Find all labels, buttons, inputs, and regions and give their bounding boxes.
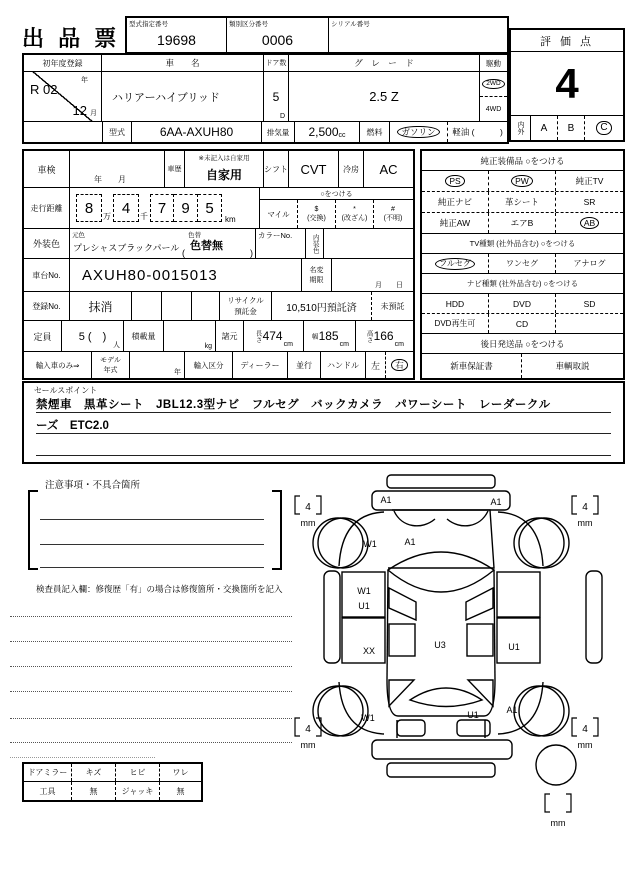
- inspector-note: 検査員記入欄：修復歴「有」の場合は修復箇所・交換箇所を記入: [36, 584, 283, 594]
- tools-table: [22, 762, 203, 802]
- doors-header: ドア数: [264, 55, 289, 71]
- grade-c: C: [596, 121, 611, 136]
- disp-label: 排気量: [262, 122, 295, 142]
- gate-garnish-left: [397, 720, 425, 736]
- reg-no-value: 抹消: [70, 292, 132, 320]
- orig-color-value: プレシャスブラックパール: [73, 243, 180, 253]
- header-number-boxes: [125, 16, 509, 54]
- dim-label: 諸元: [216, 321, 244, 351]
- grade-a: A: [540, 122, 548, 134]
- inspector-line-7: [10, 757, 155, 758]
- name-header: 車 名: [102, 55, 264, 71]
- tire-depth-front-right: [572, 496, 598, 528]
- tire-rr-value: 4: [582, 724, 588, 735]
- fender-front-right: [498, 512, 543, 566]
- import-dealer: ディーラー: [233, 352, 288, 378]
- handle-left: 左: [366, 352, 386, 378]
- wheel-front-left: [313, 518, 363, 568]
- sill-right: [586, 571, 602, 663]
- sill-left: [324, 571, 340, 663]
- ship-warranty: 新車保証書: [450, 361, 493, 371]
- rear-window: [410, 688, 482, 707]
- equip-sr: SR: [583, 197, 596, 207]
- tools-r1c4: ワレ: [172, 768, 189, 777]
- sales-line-3: [36, 434, 611, 456]
- tools-r2c1: 工具: [24, 782, 72, 800]
- window-left: [389, 624, 415, 656]
- notes-bracket-right: [272, 490, 282, 570]
- mileage-unit: km: [225, 215, 236, 224]
- cool-value: AC: [379, 161, 398, 177]
- a-pillar-right: [466, 588, 493, 620]
- rename-label: 名変 期限: [302, 259, 332, 291]
- model-year-label: モデル 年式: [92, 352, 130, 378]
- model-label: 型式: [102, 122, 132, 142]
- equip-tv: 純正TV: [575, 176, 604, 186]
- inspector-line-2: [10, 641, 292, 642]
- tire-fr-value: 4: [582, 502, 588, 513]
- chassis-label: 車台No.: [24, 259, 70, 291]
- handle-right-cell: [386, 352, 413, 378]
- mileage-cell: 8 万 4 千 7 9 5 km: [70, 188, 260, 228]
- shift-label: シフト: [264, 151, 289, 187]
- history-note: ※未記入は自家用: [198, 155, 250, 162]
- class-code-label: 類別区分番号: [229, 21, 268, 28]
- tools-r2c3: ジャッキ: [116, 782, 160, 800]
- mileage-d1: 7: [150, 194, 174, 222]
- car-condition-diagram: [288, 468, 638, 840]
- color-change-value: 色替無: [190, 240, 223, 252]
- c-pillar-left: [389, 680, 414, 706]
- navi-dvd: DVD: [513, 298, 531, 309]
- score-box: [509, 28, 625, 142]
- vehicle-table: [22, 53, 509, 144]
- tire-depth-rear-right: [572, 718, 598, 750]
- mileage-d3: 5: [198, 194, 222, 222]
- sales-line-1: 禁煙車 黒革シート JBL12.3型ナビ フルセグ バックカメラ パワーシート レーダークル: [36, 396, 611, 413]
- first-reg-year: R 02: [30, 82, 58, 97]
- history-value: 自家用: [205, 168, 242, 182]
- fuel-diesel-paren: ( ): [471, 127, 503, 137]
- class-code-value: 0006: [261, 31, 294, 48]
- equipment-column: [420, 149, 625, 380]
- equip-pw: PW: [511, 175, 533, 188]
- drive-4wd: 4WD: [485, 105, 502, 113]
- import-parallel: 並行: [288, 352, 321, 378]
- doors-unit: D: [279, 113, 285, 120]
- chassis-value: AXUH80-0015013: [70, 259, 302, 291]
- navi-cd: CD: [515, 318, 529, 329]
- vehicle-name: ハリアーハイブリッド: [102, 72, 264, 121]
- navi-sd: SD: [583, 298, 596, 309]
- model-year-cell: 年: [130, 352, 185, 378]
- import-class-label: 輸入区分: [185, 352, 233, 378]
- door-front-right: [497, 572, 540, 617]
- mileage-marks: [260, 188, 413, 228]
- color-no-label: カラーNo.: [258, 231, 293, 240]
- first-reg-header: 初年度登録: [24, 55, 102, 71]
- grade-b: B: [567, 122, 575, 134]
- tire-fl-value: 4: [305, 502, 311, 513]
- sales-points-box: [22, 381, 625, 464]
- tools-r2c2: 無: [72, 782, 116, 800]
- dim-width: 幅 185 cm: [304, 321, 356, 351]
- model-code-value: 19698: [157, 31, 196, 48]
- tire-rl-value: 4: [305, 724, 311, 735]
- recycle-none: 未預託: [380, 301, 405, 311]
- tire-depth-rear-left: [295, 718, 321, 750]
- mark-fender-rr: A1: [506, 705, 518, 715]
- navi-dvd-play: DVD再生可: [434, 319, 476, 328]
- mark-unknown: # (不明): [383, 205, 403, 222]
- fuel-diesel-cell: [448, 122, 507, 142]
- disp-unit: cc: [338, 131, 346, 139]
- front-bumper-lip: [387, 475, 495, 488]
- ship-title: 後日発送品 ○をつける: [422, 334, 623, 354]
- equipment-title: 純正装備品 ○をつける: [422, 151, 623, 171]
- equip-ps: PS: [445, 175, 464, 188]
- tire-depth-front-left: [295, 496, 321, 528]
- navi-hdd: HDD: [445, 298, 465, 309]
- marks-title: ○をつける: [260, 188, 413, 200]
- windshield: [388, 552, 494, 592]
- headlight-right: [447, 511, 488, 526]
- first-reg-cell: [24, 72, 102, 121]
- recycle-label: リサイクル 預託金: [220, 292, 272, 320]
- mark-fender-fl: W1: [363, 539, 377, 549]
- tools-r1c2: キズ: [72, 764, 116, 781]
- fuel-gasoline: ガソリン: [397, 126, 439, 139]
- mark-tampered: * (改ざん): [336, 200, 374, 228]
- tv-fullseg: フルセグ: [435, 258, 475, 270]
- wheel-rear-left-2: [318, 686, 368, 736]
- recycle-value: 10,510円預託済: [272, 292, 372, 320]
- tools-r1c1: ドアミラー: [24, 764, 72, 781]
- first-reg-year-unit: 年: [81, 77, 88, 84]
- tire-rr-unit: mm: [577, 740, 593, 750]
- grade-header: グ レ ー ド: [289, 55, 480, 71]
- ext-color-label: 外装色: [24, 229, 70, 258]
- rename-date-cell: 月 日: [375, 282, 403, 289]
- dim-height: 高さ 166 cm: [365, 329, 404, 348]
- fuel-gasoline-cell: [390, 122, 448, 142]
- shift-value: CVT: [289, 151, 339, 187]
- reg-empty-3: [192, 292, 220, 320]
- mark-door-rr: U1: [508, 642, 520, 652]
- mileage-d2: 9: [174, 194, 198, 222]
- c-pillar-right: [468, 680, 493, 706]
- history-label: 車歴: [165, 151, 185, 187]
- model-value: 6AA-AXUH80: [132, 122, 262, 142]
- notes-line-3: [40, 567, 264, 568]
- doors-cell: [264, 72, 289, 121]
- mark-bumper-right: A1: [490, 497, 502, 507]
- mileage-sen: 4: [113, 194, 139, 222]
- wheel-rear-right: [519, 686, 569, 736]
- ext-color-cell: 元色 プレシャスブラックパール 色替 ( 色替無 ): [70, 229, 256, 258]
- ship-manual: 車輌取説: [555, 361, 590, 371]
- reg-no-label: 登録No.: [24, 292, 70, 320]
- tv-analog: アナログ: [573, 259, 606, 268]
- mark-hood: A1: [404, 537, 416, 547]
- mileage-label: 走行距離: [24, 188, 70, 228]
- fender-front-left: [339, 512, 384, 566]
- load-label: 積載量: [124, 321, 164, 351]
- drive-cell: [480, 72, 507, 121]
- notes-bracket-left: [28, 490, 38, 570]
- spare-tire-depth: [545, 794, 571, 828]
- body-side-left: [387, 570, 388, 680]
- inspector-line-3: [10, 666, 292, 667]
- mark-roof: U3: [434, 640, 446, 650]
- drive-header: 駆動: [486, 58, 501, 68]
- fender-rear-right: [498, 682, 543, 734]
- orig-color-label: 元色: [72, 232, 85, 239]
- grade-value: 2.5 Z: [289, 72, 480, 121]
- interior-color-label-cell: 内装色: [306, 229, 324, 258]
- main-left-table: [22, 149, 415, 380]
- load-value: kg: [164, 321, 216, 351]
- equip-ab: AB: [580, 217, 599, 230]
- mark-gate: U1: [467, 710, 479, 720]
- wheel-front-right: [519, 518, 569, 568]
- shaken-date-cell: 年 月: [70, 151, 165, 187]
- sales-line-2: ーズ ETC2.0: [36, 413, 611, 434]
- tire-fl-unit: mm: [300, 518, 316, 528]
- score-value: 4: [511, 52, 623, 116]
- handle-label: ハンドル: [321, 352, 366, 378]
- reg-empty-2: [162, 292, 192, 320]
- tools-r2c4: 無: [176, 786, 185, 796]
- tv-type-title: TV種類 (社外品含む) ○をつける: [422, 234, 623, 254]
- inspector-line-1: [10, 616, 292, 617]
- navi-type-title: ナビ種類 (社外品含む) ○をつける: [422, 274, 623, 294]
- equip-leather: 革シート: [504, 197, 539, 207]
- color-no-cell: [256, 229, 306, 258]
- headlight-left: [394, 511, 435, 526]
- tools-r1c3: ヒビ: [116, 764, 160, 781]
- body-side-right: [494, 570, 495, 680]
- a-pillar-left: [389, 588, 416, 620]
- fuel-label: 燃料: [360, 122, 390, 142]
- tire-rl-unit: mm: [300, 740, 316, 750]
- window-right: [467, 624, 493, 656]
- page-title: 出 品 票: [22, 26, 121, 51]
- serial-label: シリアル番号: [331, 21, 370, 28]
- handle-right: 右: [391, 359, 408, 372]
- equip-airbag: エアB: [510, 218, 534, 228]
- interior-color-value-cell: [324, 229, 413, 258]
- door-rear-right: [497, 618, 540, 663]
- notes-line-2: [40, 544, 264, 545]
- capacity-label: 定員: [24, 321, 62, 351]
- tire-fr-unit: mm: [577, 518, 593, 528]
- mark-exchange: $ (交換): [298, 200, 336, 228]
- spare-unit: mm: [550, 818, 566, 828]
- reg-empty-1: [132, 292, 162, 320]
- dim-length: 長さ 474 cm: [244, 321, 304, 351]
- fuel-diesel: 軽油: [452, 127, 470, 137]
- capacity-value: 5 ( ) 人: [62, 321, 124, 351]
- notes-title: 注意事項・不具合箇所: [45, 480, 141, 491]
- cool-label: 冷房: [339, 151, 364, 187]
- in-out-label: 内外: [517, 121, 524, 135]
- drive-2wd: 2WD: [482, 79, 504, 89]
- sales-points-label: セールスポイント: [34, 386, 98, 395]
- mark-mile: マイル: [260, 200, 298, 228]
- door-rear-left: [342, 618, 385, 663]
- mark-door-fl-1: W1: [357, 586, 371, 596]
- score-label: 評 価 点: [511, 30, 623, 52]
- rear-bumper: [372, 740, 512, 759]
- doors-count: 5: [272, 89, 280, 104]
- wheel-rear-right-2: [514, 686, 564, 736]
- mileage-man: 8: [76, 194, 102, 222]
- first-reg-month-unit: 月: [90, 110, 97, 117]
- mark-door-fl-2: U1: [358, 601, 370, 611]
- mark-fender-rl: W1: [361, 713, 375, 723]
- tv-oneseg: ワンセグ: [506, 259, 538, 268]
- history-cell: [185, 151, 264, 187]
- mark-door-rl: XX: [362, 646, 376, 656]
- notes-line-1: [40, 519, 264, 520]
- color-change-label: 色替: [188, 232, 201, 239]
- spare-tire: [536, 745, 576, 785]
- inspector-line-4: [10, 691, 292, 692]
- rear-bumper-lip: [387, 763, 495, 777]
- import-only-label: 輸入車のみ⇒: [24, 352, 92, 378]
- model-code-label: 型式指定番号: [129, 21, 168, 28]
- inspector-line-5: [10, 718, 292, 719]
- mark-bumper-left: A1: [380, 495, 392, 505]
- front-bumper: [372, 491, 510, 510]
- inspector-line-6: [10, 742, 292, 743]
- equip-navi: 純正ナビ: [437, 197, 472, 207]
- disp-value: 2,500 cc: [295, 122, 360, 142]
- first-reg-month: 12: [72, 103, 87, 118]
- equip-aw: 純正AW: [439, 218, 471, 228]
- fender-rear-left: [339, 682, 384, 734]
- shaken-label: 車検: [24, 151, 70, 187]
